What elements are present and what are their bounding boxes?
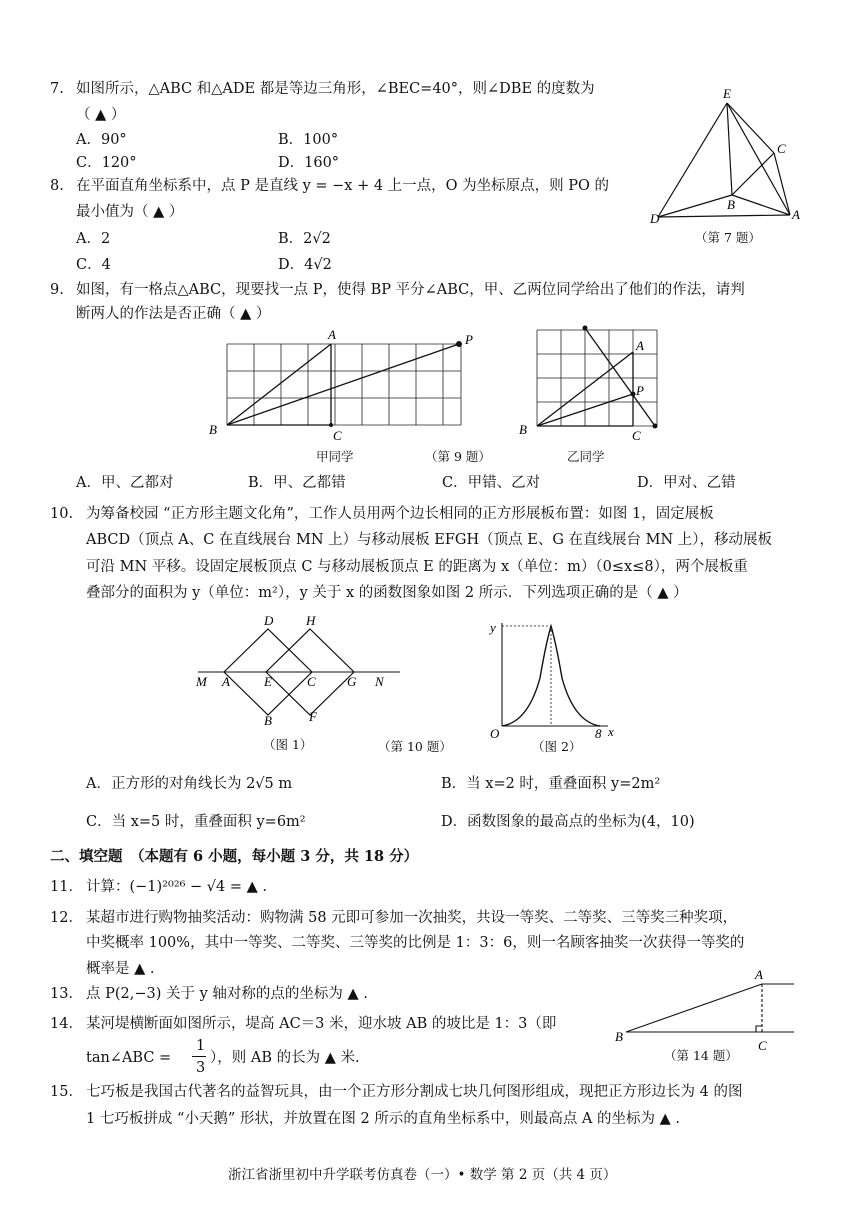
q9-right-label-p: P: [636, 383, 644, 398]
q10-fig2-label-y: y: [490, 620, 496, 635]
q10-number: 10.: [50, 506, 74, 522]
q10-figure-2: [480, 618, 620, 743]
q12-line-1: 某超市进行购物抽奖活动：购物满 58 元即可参加一次抽奖，共设一等奖、二等奖、三等奖三种奖项，: [86, 910, 738, 926]
q10-option-b: B．当 x=2 时，重叠面积 y=2m²: [441, 776, 661, 792]
q14-number: 14．: [50, 1016, 83, 1032]
q7-label-d: D: [650, 211, 660, 226]
q8-option-b: B．2√2: [278, 231, 331, 247]
q14-figure: [612, 966, 802, 1058]
q15-line-2: 1 七巧板拼成 “小天鹅” 形状，并放置在图 2 所示的直角坐标系中，则最高点 A 的坐标为 ▲ .: [86, 1111, 680, 1127]
q9-option-d: D．甲对、乙错: [637, 475, 736, 491]
q14-label-a: A: [755, 967, 763, 982]
section-2-note: （本题有 6 小题，每小题 3 分，共 18 分）: [130, 848, 419, 865]
q9-option-b: B．甲、乙都错: [248, 475, 346, 491]
q15-line-1: 七巧板是我国古代著名的益智玩具，由一个正方形分割成七块几何图形组成，现把正方形边长为 4 的图: [86, 1084, 743, 1100]
q7-figure: [650, 85, 810, 225]
q15-number: 15．: [50, 1084, 83, 1100]
q10-figure-1: [190, 613, 405, 728]
q10-fig2-label-o: O: [490, 726, 500, 741]
q10-fig1-label-h: H: [306, 613, 316, 628]
section-2-title: 二、填空题: [50, 848, 123, 865]
q7-caption: （第 7 题）: [695, 230, 761, 245]
q9-number: 9.: [50, 282, 64, 298]
q10-option-c: C．当 x=5 时，重叠面积 y=6m²: [86, 814, 306, 830]
q9-figure-right: [515, 322, 665, 442]
q7-option-a: A．90°: [76, 132, 127, 148]
q7-label-a: A: [792, 207, 800, 222]
q7-option-d: D．160°: [278, 155, 340, 171]
q9-left-label-p: P: [465, 332, 473, 347]
q9-right-label-a: A: [636, 338, 644, 353]
q13-text: 点 P(2,−3) 关于 y 轴对称的点的坐标为 ▲ .: [86, 986, 368, 1002]
q7-option-b: B．100°: [278, 132, 339, 148]
q10-fig2-label-8: 8: [595, 726, 602, 741]
q12-line-3: 概率是 ▲ .: [86, 961, 155, 977]
q10-fig1-label-c: C: [307, 674, 316, 689]
q9-right-label-c: C: [632, 428, 641, 443]
q14-line-2-pre: tan∠ABC =: [86, 1050, 172, 1066]
q10-fig2-caption: （图 2）: [532, 739, 582, 754]
q8-option-c: C．4: [76, 257, 111, 273]
q9-option-a: A．甲、乙都对: [76, 475, 174, 491]
q7-answer-blank: （ ▲ ）: [76, 107, 126, 123]
q9-left-caption: 甲同学: [316, 449, 354, 464]
q10-fig1-label-d: D: [264, 613, 274, 628]
q9-right-label-b: B: [519, 422, 527, 437]
q14-line-1: 某河堤横断面如图所示，堤高 AC＝3 米，迎水坡 AB 的坡比是 1：3（即: [86, 1016, 557, 1032]
q10-line-4: 叠部分的面积为 y（单位：m²），y 关于 x 的函数图象如图 2 所示．下列选项正确的是（ ▲ ）: [86, 585, 688, 601]
q9-right-caption: 乙同学: [567, 449, 605, 464]
q14-fraction-numerator: 1: [196, 1038, 206, 1054]
q10-caption: （第 10 题）: [378, 739, 452, 754]
q9-left-label-b: B: [209, 422, 217, 437]
q7-stem: 如图所示，△ABC 和△ADE 都是等边三角形，∠BEC=40°，则∠DBE 的度数为: [76, 81, 595, 97]
q8-number: 8.: [50, 178, 64, 194]
q10-fig1-label-n: N: [375, 674, 384, 689]
q10-option-d: D．函数图象的最高点的坐标为(4，10): [441, 814, 695, 830]
q7-number: 7.: [50, 81, 64, 97]
q10-option-a: A．正方形的对角线长为 2√5 m: [86, 776, 293, 792]
q13-number: 13．: [50, 986, 83, 1002]
q12-number: 12．: [50, 910, 83, 926]
q9-left-label-c: C: [333, 428, 342, 443]
q10-fig2-label-x: x: [608, 724, 614, 739]
q12-line-2: 中奖概率 100%，其中一等奖、二等奖、三等奖的比例是 1：3：6，则一名顾客抽奖一次获得一等奖的: [86, 935, 745, 951]
q9-option-c: C．甲错、乙对: [442, 475, 541, 491]
q14-fraction-bar: [192, 1056, 206, 1057]
q9-figure-left: [205, 327, 495, 445]
q10-fig1-label-b: B: [264, 713, 272, 728]
q7-label-c: C: [777, 141, 786, 156]
q8-option-d: D．4√2: [278, 257, 332, 273]
q14-fraction-denominator: 3: [196, 1060, 206, 1076]
q9-stem: 如图，有一格点△ABC，现要找一点 P，使得 BP 平分∠ABC，甲、乙两位同学给出了他们的作法，请判: [76, 282, 745, 298]
q11-number: 11．: [50, 879, 83, 895]
q9-stem-2: 断两人的作法是否正确（ ▲ ）: [76, 306, 271, 322]
q10-fig1-label-e: E: [264, 674, 272, 689]
q10-fig1-label-g: G: [347, 674, 357, 689]
q7-option-c: C．120°: [76, 155, 137, 171]
q10-fig1-caption: （图 1）: [263, 737, 313, 752]
q14-caption: （第 14 题）: [664, 1048, 738, 1063]
q10-line-2: ABCD（顶点 A、C 在直线展台 MN 上）与移动展板 EFGH（顶点 E、G 在直线展台 MN 上），移动展板: [86, 532, 773, 548]
q7-label-b: B: [727, 197, 735, 212]
q9-caption: （第 9 题）: [425, 449, 491, 464]
q14-label-c: C: [758, 1038, 767, 1053]
q14-label-b: B: [615, 1029, 623, 1044]
q8-stem-2: 最小值为（ ▲ ）: [76, 204, 184, 220]
q9-left-label-a: A: [328, 327, 336, 342]
q10-line-3: 可沿 MN 平移。设固定展板顶点 C 与移动展板顶点 E 的距离为 x（单位：m）（0≤x≤8），两个展板重: [86, 559, 748, 575]
q14-line-2-post: ），则 AB 的长为 ▲ 米.: [210, 1050, 360, 1066]
q8-stem: 在平面直角坐标系中，点 P 是直线 y = −x + 4 上一点，O 为坐标原点，则 PO 的: [76, 178, 610, 194]
q10-fig1-label-a: A: [222, 674, 230, 689]
q10-line-1: 为筹备校园 “正方形主题文化角”，工作人员用两个边长相同的正方形展板布置：如图 1，固定展板: [86, 506, 714, 522]
q10-fig1-label-m: M: [196, 674, 207, 689]
q7-label-e: E: [723, 86, 731, 101]
q8-option-a: A．2: [76, 231, 111, 247]
q10-fig1-label-f: F: [309, 709, 317, 724]
page-footer: 浙江省浙里初中升学联考仿真卷（一）• 数学 第 2 页（共 4 页）: [228, 1167, 617, 1183]
q11-text: 计算：(−1)²⁰²⁶ − √4 = ▲ .: [86, 879, 268, 895]
